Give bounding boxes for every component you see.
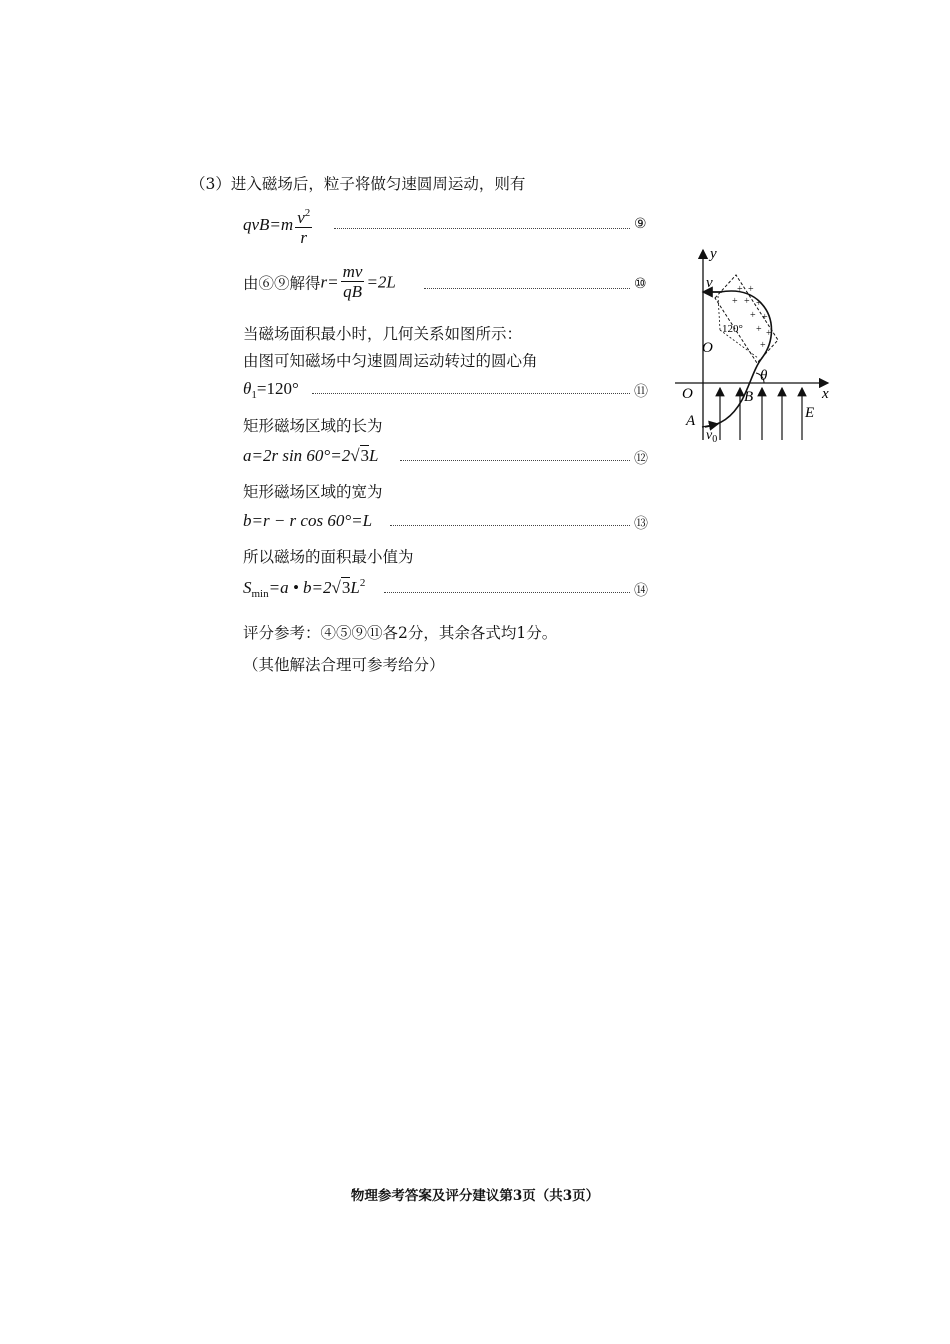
eq10-den: qB (343, 282, 362, 301)
eq9-lhs: qvB=m (243, 214, 294, 234)
equation-10 (243, 263, 396, 302)
eq9-den: r (300, 228, 308, 247)
text-min-area: 当磁场面积最小时，几何关系如图所示： (243, 325, 523, 343)
label-B: B (744, 389, 754, 405)
label-A: A (686, 413, 696, 429)
svg-text:+: + (760, 340, 766, 351)
eq14-root: 3 (341, 578, 351, 597)
intro-text: （3）进入磁场后，粒子将做匀速圆周运动，则有 (190, 175, 526, 193)
label-v: v (706, 275, 713, 291)
label-angle: 120° (722, 323, 743, 335)
svg-text:+: + (756, 298, 762, 309)
eq9-number: ⑨ (634, 216, 647, 232)
leader-13 (390, 525, 630, 526)
svg-text:+: + (737, 284, 743, 295)
eq10-lhs: r= (320, 272, 339, 292)
eq14-rhs: L (350, 578, 360, 597)
equation-12: a=2r sin 60°=2√3L (243, 446, 379, 465)
physics-diagram (670, 240, 840, 460)
equation-13: b=r − r cos 60°=L (243, 511, 373, 530)
eq13-number: ⑬ (634, 516, 648, 532)
label-y: y (710, 246, 717, 262)
eq14-sup: 2 (359, 577, 366, 589)
text-central-angle: 由图可知磁场中匀速圆周运动转过的圆心角 (243, 352, 538, 370)
text-area: 所以磁场的面积最小值为 (243, 548, 414, 566)
svg-text:+: + (748, 284, 754, 295)
eq12-root: 3 (360, 446, 370, 465)
eq9-num-sup: 2 (304, 207, 311, 219)
eq9-num: v (297, 208, 305, 227)
text-width: 矩形磁场区域的宽为 (243, 483, 383, 501)
leader-12 (400, 460, 630, 461)
eq10-number: ⑩ (634, 276, 647, 292)
label-O: O (682, 386, 693, 402)
svg-text:+: + (732, 296, 738, 307)
page-footer: 物理参考答案及评分建议第3页（共3页） (350, 1188, 600, 1204)
svg-text:+: + (756, 324, 762, 335)
eq14-number: ⑭ (634, 583, 648, 599)
eq14-sym: S (243, 578, 252, 597)
leader-14 (384, 592, 630, 593)
eq10-num: mv (342, 262, 363, 281)
eq12-rhs: L (369, 446, 379, 465)
eq11-number: ⑪ (634, 384, 648, 400)
leader-10 (424, 288, 630, 289)
field-crosses (732, 284, 772, 351)
equation-9 (243, 204, 314, 248)
label-v0: $v_0$ (706, 428, 718, 445)
eq11-sub: 1 (251, 389, 257, 401)
other-methods-note: （其他解法合理可参考给分） (243, 656, 445, 674)
eq14-mid: =a • b=2 (268, 578, 332, 597)
text-length: 矩形磁场区域的长为 (243, 417, 383, 435)
radius-line-1 (718, 296, 720, 330)
svg-text:+: + (750, 310, 756, 321)
equation-14: $S_{min}=a$ • $b=2√3L^2$ (243, 577, 366, 600)
eq10-prefix: 由⑥⑨解得 (243, 274, 321, 293)
label-x: x (822, 386, 829, 402)
leader-9 (334, 228, 630, 229)
eq12-lhs: a=2r sin 60°=2 (243, 446, 351, 465)
svg-text:+: + (744, 296, 750, 307)
label-O1: O (702, 340, 713, 356)
leader-11 (312, 393, 630, 394)
svg-text:+: + (766, 328, 772, 339)
eq12-number: ⑫ (634, 451, 648, 467)
equation-11 (243, 379, 299, 401)
scoring-note: 评分参考：④⑤⑨⑪各2分，其余各式均1分。 (243, 624, 558, 642)
label-E: E (805, 405, 815, 421)
eq11-sym: θ (243, 379, 252, 398)
eq10-rhs: =2L (366, 272, 396, 292)
svg-text:+: + (762, 312, 768, 323)
eq14-sub: min (251, 588, 269, 600)
label-theta: θ (760, 368, 768, 384)
eq11-rhs: =120° (256, 379, 299, 398)
